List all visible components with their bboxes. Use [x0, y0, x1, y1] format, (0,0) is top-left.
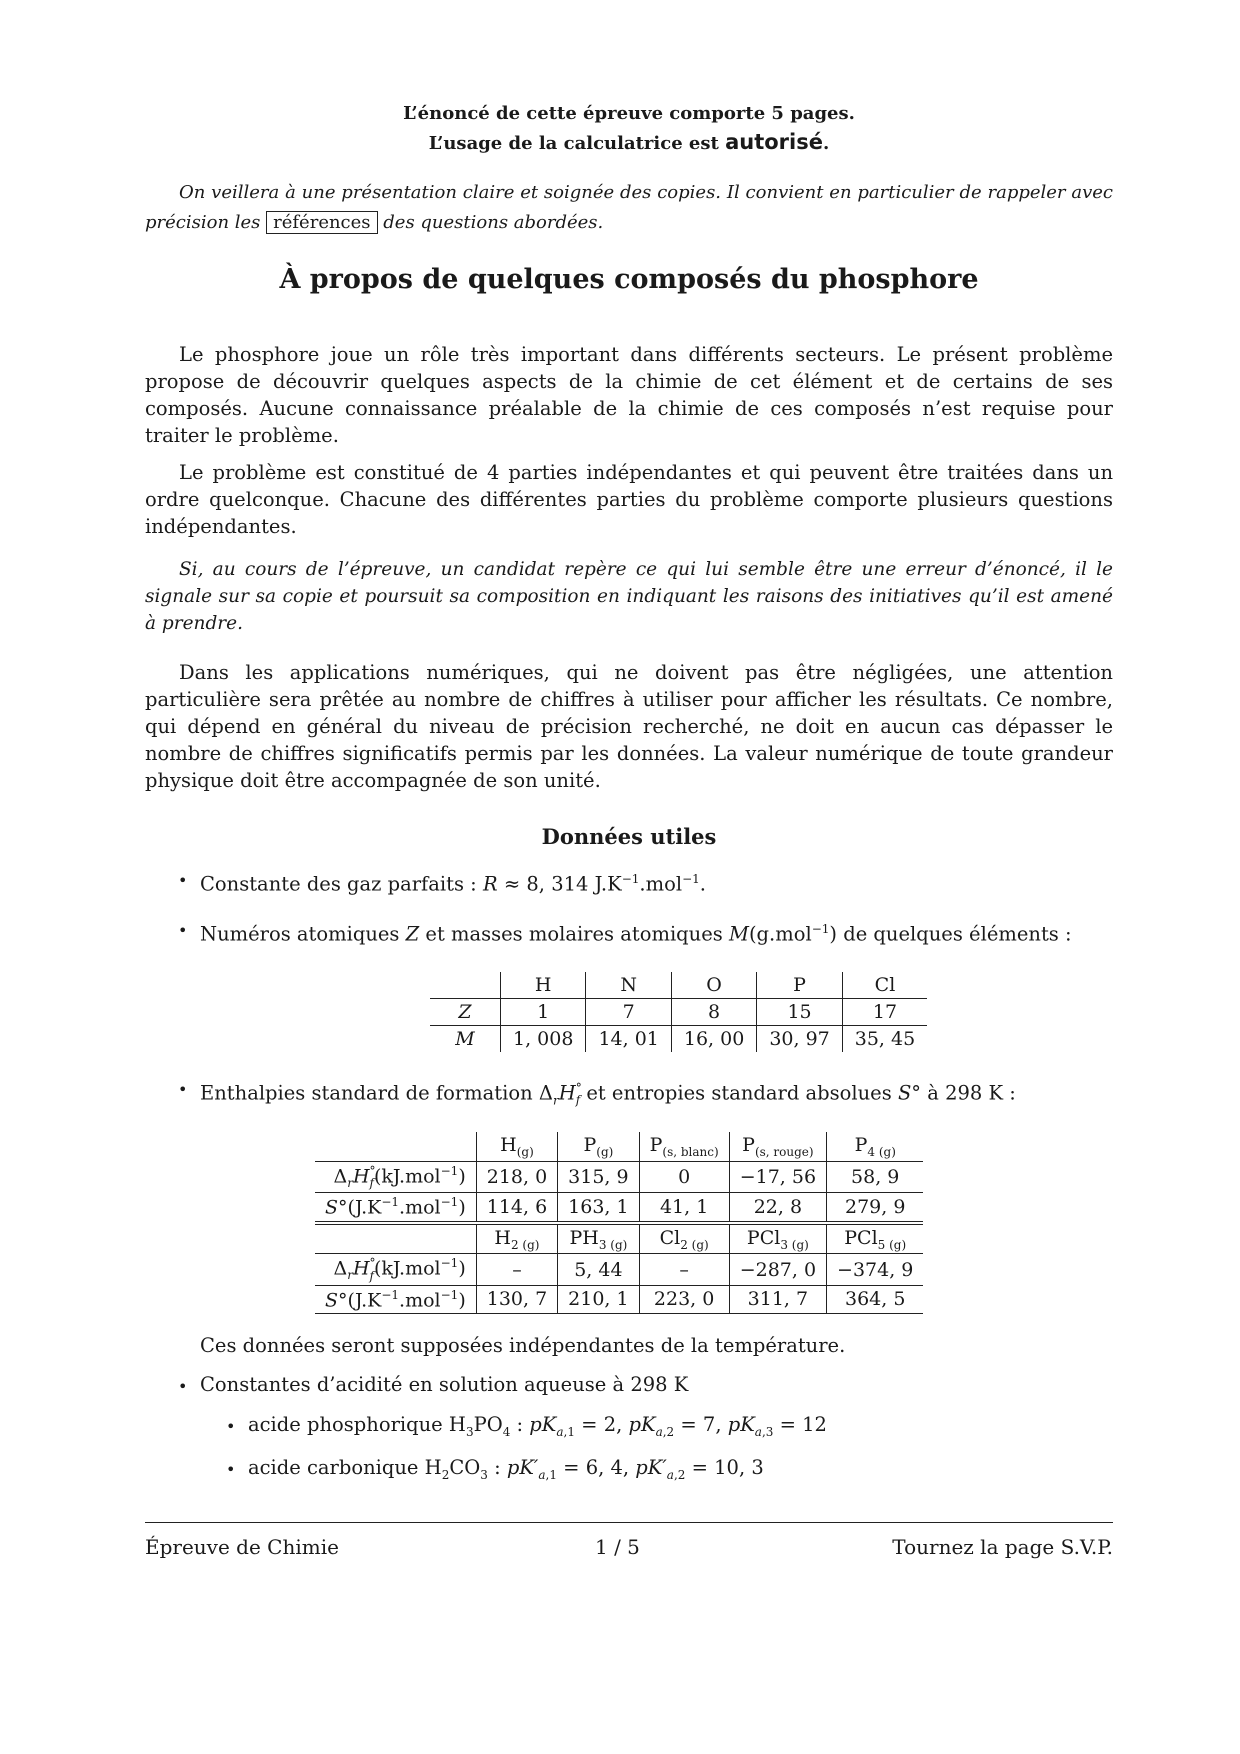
footer-page-number: 1 / 5 — [595, 1535, 640, 1559]
temperature-independence-note: Ces données seront supposées indépendantes de la température. — [200, 1333, 846, 1357]
thermo-data-item: • Enthalpies standard de formation $\Delta_rH^\circ_f$ et entropies standard absolues S° à 298 K : — [145, 1074, 1113, 1114]
useful-data-title: Données utiles — [541, 824, 717, 849]
bullet-icon: • — [178, 1376, 188, 1396]
table-row: $H_{2 (g)}$ $PH_{3 (g)}$ $Cl_{2 (g)}$ PCl$_{3 (g)}$ PCl$_{5 (g)}$ — [315, 1223, 923, 1254]
presentation-note: On veillera à une présentation claire et soignée des copies. Il convient en particulier de rappeler avec précision les références des questions abordées. — [145, 182, 1113, 233]
phosphoric-acid-item: • acide phosphorique $H_3PO_4$ : $pK_{a,1} = 2$, $pK_{a,2} = 7$, $pK_{a,3} = 12$ — [145, 1411, 1113, 1446]
structure-paragraph: Le problème est constitué de 4 parties indépendantes et qui peuvent être traitées dans un ordre quelconque. Chacune des différentes parties du problème comporte plusieurs questions indépendantes. — [145, 461, 1113, 538]
table-row: $H_{(g)}$ $P_{(g)}$ $P_{(s, blanc)}$ $P_{(s, rouge)}$ $P_{4 (g)}$ — [315, 1132, 923, 1161]
table-row: Z 1 7 8 15 17 — [430, 999, 927, 1026]
table-row: M 1, 008 14, 01 16, 00 30, 97 35, 45 — [430, 1026, 927, 1053]
bullet-icon: • — [178, 1080, 188, 1099]
bullet-icon: • — [226, 1416, 236, 1436]
calculator-line: L’usage de la calculatrice est autorisé. — [428, 130, 830, 154]
intro-paragraph: Le phosphore joue un rôle très important dans différents secteurs. Le présent problème propose de découvrir quelques aspects de la chimie de cet élément et de certains de ses composés. Aucune connaissance préalable de la chimie de ces composés n’est requise pour traiter le problème. — [145, 343, 1113, 447]
authorized-word: autorisé — [725, 130, 823, 154]
footer-turn-page: Tournez la page S.V.P. — [892, 1535, 1113, 1559]
table-row: $S^\circ(J.K^{-1}.mol^{-1})$ 114, 6 163, 1 41, 1 22, 8 279, 9 — [315, 1193, 923, 1223]
table-row: H N O P Cl — [430, 972, 927, 999]
atomic-data-item: • Numéros atomiques Z et masses molaires atomiques M(g.mol$^{-1}$) de quelques éléments : — [145, 915, 1113, 949]
exam-header — [145, 100, 1113, 158]
atomic-data-table — [430, 972, 927, 1052]
references-boxed-word: références — [266, 211, 377, 234]
numerical-applications-paragraph: Dans les applications numériques, qui ne doivent pas être négligées, une attention particulière sera prêtée au nombre de chiffres à utiliser pour afficher les résultats. Ce nombre, qui dépend en général du niveau de précision recherché, ne doit en aucun cas dépasser le nombre de chiffres significatifs permis par les données. La valeur numérique de toute grandeur physique doit être accompagnée de son unité. — [145, 661, 1113, 792]
gas-constant-item: • Constante des gaz parfaits : R ≈ 8, 314 $J.K^{-1}.mol^{-1}$. — [145, 865, 1113, 899]
carbonic-acid-item: • acide carbonique $H_2CO_3$ : $pK'_{a,1} = 6$, 4, $pK'_{a,2} = 10$, 3 — [145, 1454, 1113, 1489]
footer-exam-name: Épreuve de Chimie — [145, 1535, 339, 1559]
exam-page — [145, 0, 1113, 1489]
bullet-icon: • — [226, 1459, 236, 1479]
acidity-constants-item: • Constantes d’acidité en solution aqueuse à 298 K — [145, 1371, 1113, 1399]
bullet-icon: • — [178, 920, 188, 940]
thermo-data-table — [315, 1132, 923, 1314]
page-footer — [145, 1522, 1113, 1559]
error-notice-paragraph: Si, au cours de l’épreuve, un candidat repère ce qui lui semble être une erreur d’énoncé, il le signale sur sa copie et poursuit sa composition en indiquant les raisons des initiatives qu’il est amené à prendre. — [145, 559, 1113, 634]
bullet-icon: • — [178, 871, 188, 890]
page-count-line: L’énoncé de cette épreuve comporte 5 pages. — [403, 103, 855, 124]
table-row: $S^\circ(J.K^{-1}.mol^{-1})$ 130, 7 210, 1 223, 0 311, 7 364, 5 — [315, 1285, 923, 1313]
table-row: $\Delta_rH^\circ_f(kJ.mol^{-1})$ 218, 0 315, 9 0 −17, 56 58, 9 — [315, 1162, 923, 1193]
problem-title: À propos de quelques composés du phosphore — [279, 264, 979, 295]
table-row: $\Delta_rH^\circ_f(kJ.mol^{-1})$ – 5, 44 – −287, 0 −374, 9 — [315, 1254, 923, 1285]
